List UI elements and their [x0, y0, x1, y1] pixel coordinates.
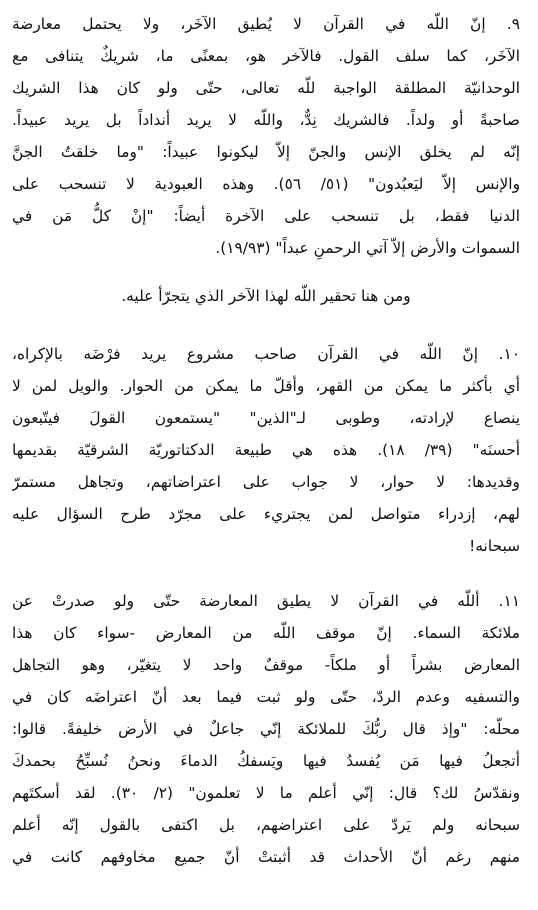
text-line: سبحانه!	[469, 537, 520, 555]
text-line: والتسفيه وعدم الردّ، حتّى ولو ثبت فيما بعد أنّ اعتراضَه كان في	[12, 688, 520, 706]
spacer	[12, 562, 520, 585]
text-line: إنّه لم يخلق الإنس والجنّ إلاّ ليكونوا عبيداً: "وما خلقتُ الجنَّ	[12, 143, 520, 161]
text-line: ١٠. إنّ اللّه في القرآن صاحب مشروع يريد فرْضَه بالإكراه،	[12, 345, 520, 363]
spacer	[12, 312, 520, 338]
text-line: ٩. إنّ اللّه في القرآن لا يُطيق الآخَر، ولا يحتمل معارضة	[12, 15, 520, 33]
text-line: السموات والأرض إلاّ آتي الرحمنِ عبداً" (١٩/٩٣).	[215, 239, 520, 257]
text-line: والإنس إلاّ ليَعبُدون" (٥١/ ٥٦). وهذه العبودية لا تنسحب على	[12, 175, 520, 193]
text-line: أتجعلُ فيها مَن يُفسدُ فيها ويَسفكُ الدماءَ ونحنُ نُسبِّحُ بحمدكَ	[12, 752, 520, 770]
text-line: المعارض بشراً أو ملكاً- موقفٌ واحد لا يتغيّر، وهو التجاهل	[12, 656, 520, 674]
spacer	[12, 264, 520, 280]
text-line: سبحانه ولم يَردّ على اعتراضهم، بل اكتفى بالقول إنّه أعلم	[12, 816, 520, 834]
text-line: أي بأكثر ما يمكن من القهر، وأقلّ ما يمكن من الحوار. والويل لمن لا	[12, 377, 520, 395]
text-line: منهم رغم أنّ الأحداث قد أثبتتْ أنّ جميع مخاوفهم كانت في	[12, 848, 520, 866]
centered-statement: ومن هنا تحقير اللّه لهذا الآخر الذي يتجرّأ عليه.	[121, 287, 411, 305]
text-line: الوحدانيّة المطلقة الواجبة للّه تعالى، حتّى ولو كان هذا الشريك	[12, 79, 520, 97]
paragraph-9	[12, 8, 520, 264]
text-line: الآخَر، كما سلف القول. فالآخر هو، بمعنًى ما، شريكٌ يتنافى مع	[12, 47, 520, 65]
text-line: وقديدها: لا حوار، لا جواب على اعتراضاتهم، وتجاهل مستمرّ	[12, 473, 520, 491]
text-line: أحسنَه" (٣٩/ ١٨). هذه هي طبيعة الدكتاتوريّة الشرقيّة بقديمها	[12, 441, 520, 459]
text-line: الدنيا فقط، بل تنسحب على الآخرة أيضاً: "إنْ كلُّ مَن في	[12, 207, 520, 225]
text-line: ١١. أللّه في القرآن لا يطيق المعارضة حتّى ولو صدرتْ عن	[12, 592, 520, 610]
text-line: محلّه: "وإذ قال ربُّكَ للملائكة إنّي جاعلٌ في الأرض خليفةً. قالوا:	[12, 720, 520, 738]
text-line: ونقدّسُ لك؟ قال: إنّي أعلم ما لا تعلمون" (٢/ ٣٠). لقد أسكتَهم	[12, 784, 520, 802]
paragraph-11	[12, 585, 520, 873]
text-line: لهم، إزدراء متواصل لمن يجتريء على مجرّد طرح السؤال عليه	[12, 505, 520, 523]
text-line: صاحبةً أو ولداً. فالشريك نِدٌّ، واللّه لا يريد أنداداً بل يريد عبيداً.	[12, 111, 520, 129]
text-line: ملائكة السماء. إنّ موقف اللّه من المعارض -سواء كان هذا	[12, 624, 520, 642]
text-line: ينصاع لإرادته، وطوبى لـ"الذين" "يستمعون القولَ فيتّبعون	[12, 409, 520, 427]
paragraph-10	[12, 338, 520, 562]
